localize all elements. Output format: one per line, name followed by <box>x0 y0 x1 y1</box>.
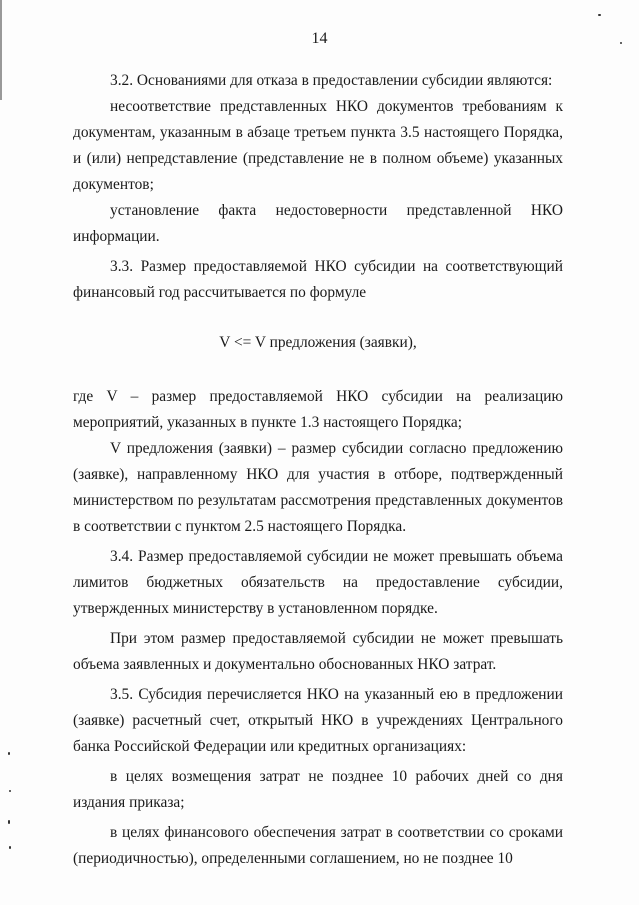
paragraph-v-proposal: V предложения (заявки) – размер субсидии согласно предложению (заявке), направленному НКО для участия в отборе, подтвержденный министерством по результатам рассмотрения представленных документов в соответствии с пунктом 2.5 настоящего Порядка. <box>73 440 563 535</box>
scan-speck <box>9 790 11 792</box>
paragraph-3-5: 3.5. Субсидия перечисляется НКО на указанный ею в предложении (заявке) расчетный счет, открытый НКО в учреждениях Центрального банка Российской Федерации или кредитных организациях: <box>73 686 563 755</box>
paragraph-where-v: где V – размер предоставляемой НКО субсидии на реализацию мероприятий, указанных в пункте 1.3 настоящего Порядка; <box>73 388 563 431</box>
scan-speck <box>598 14 601 16</box>
paragraph-3-2: 3.2. Основаниями для отказа в предоставлении субсидии являются: <box>110 72 553 89</box>
page-number: 14 <box>311 30 328 47</box>
paragraph-refusal-ground-2: установление факта недостоверности представленной НКО информации. <box>73 202 563 245</box>
scan-speck <box>620 42 622 44</box>
scan-speck <box>8 752 10 755</box>
scan-speck <box>8 820 10 824</box>
paragraph-reimbursement: в целях возмещения затрат не позднее 10 рабочих дней со дня издания приказа; <box>73 768 563 811</box>
scan-left-edge <box>0 0 2 100</box>
scan-speck <box>9 846 11 849</box>
paragraph-refusal-ground-1: несоответствие представленных НКО документов требованиям к документам, указанным в абзаце третьем пункта 3.5 настоящего Порядка, и (или) непредставление (представление не в полном объеме) указанных документов; <box>73 98 563 193</box>
paragraph-3-4: 3.4. Размер предоставляемой субсидии не может превышать объема лимитов бюджетных обязательств на предоставление субсидии, утвержденных министерству в установленном порядке. <box>73 548 563 617</box>
document-body <box>73 68 563 872</box>
paragraph-3-3: 3.3. Размер предоставляемой НКО субсидии на соответствующий финансовый год рассчитывается по формуле <box>73 258 563 301</box>
formula: V <= V предложения (заявки), <box>219 334 417 351</box>
paragraph-financing: в целях финансового обеспечения затрат в соответствии со сроками (периодичностью), определенными соглашением, но не позднее 10 <box>73 824 563 867</box>
paragraph-3-4-note: При этом размер предоставляемой субсидии не может превышать объема заявленных и документально обоснованных НКО затрат. <box>73 630 563 673</box>
